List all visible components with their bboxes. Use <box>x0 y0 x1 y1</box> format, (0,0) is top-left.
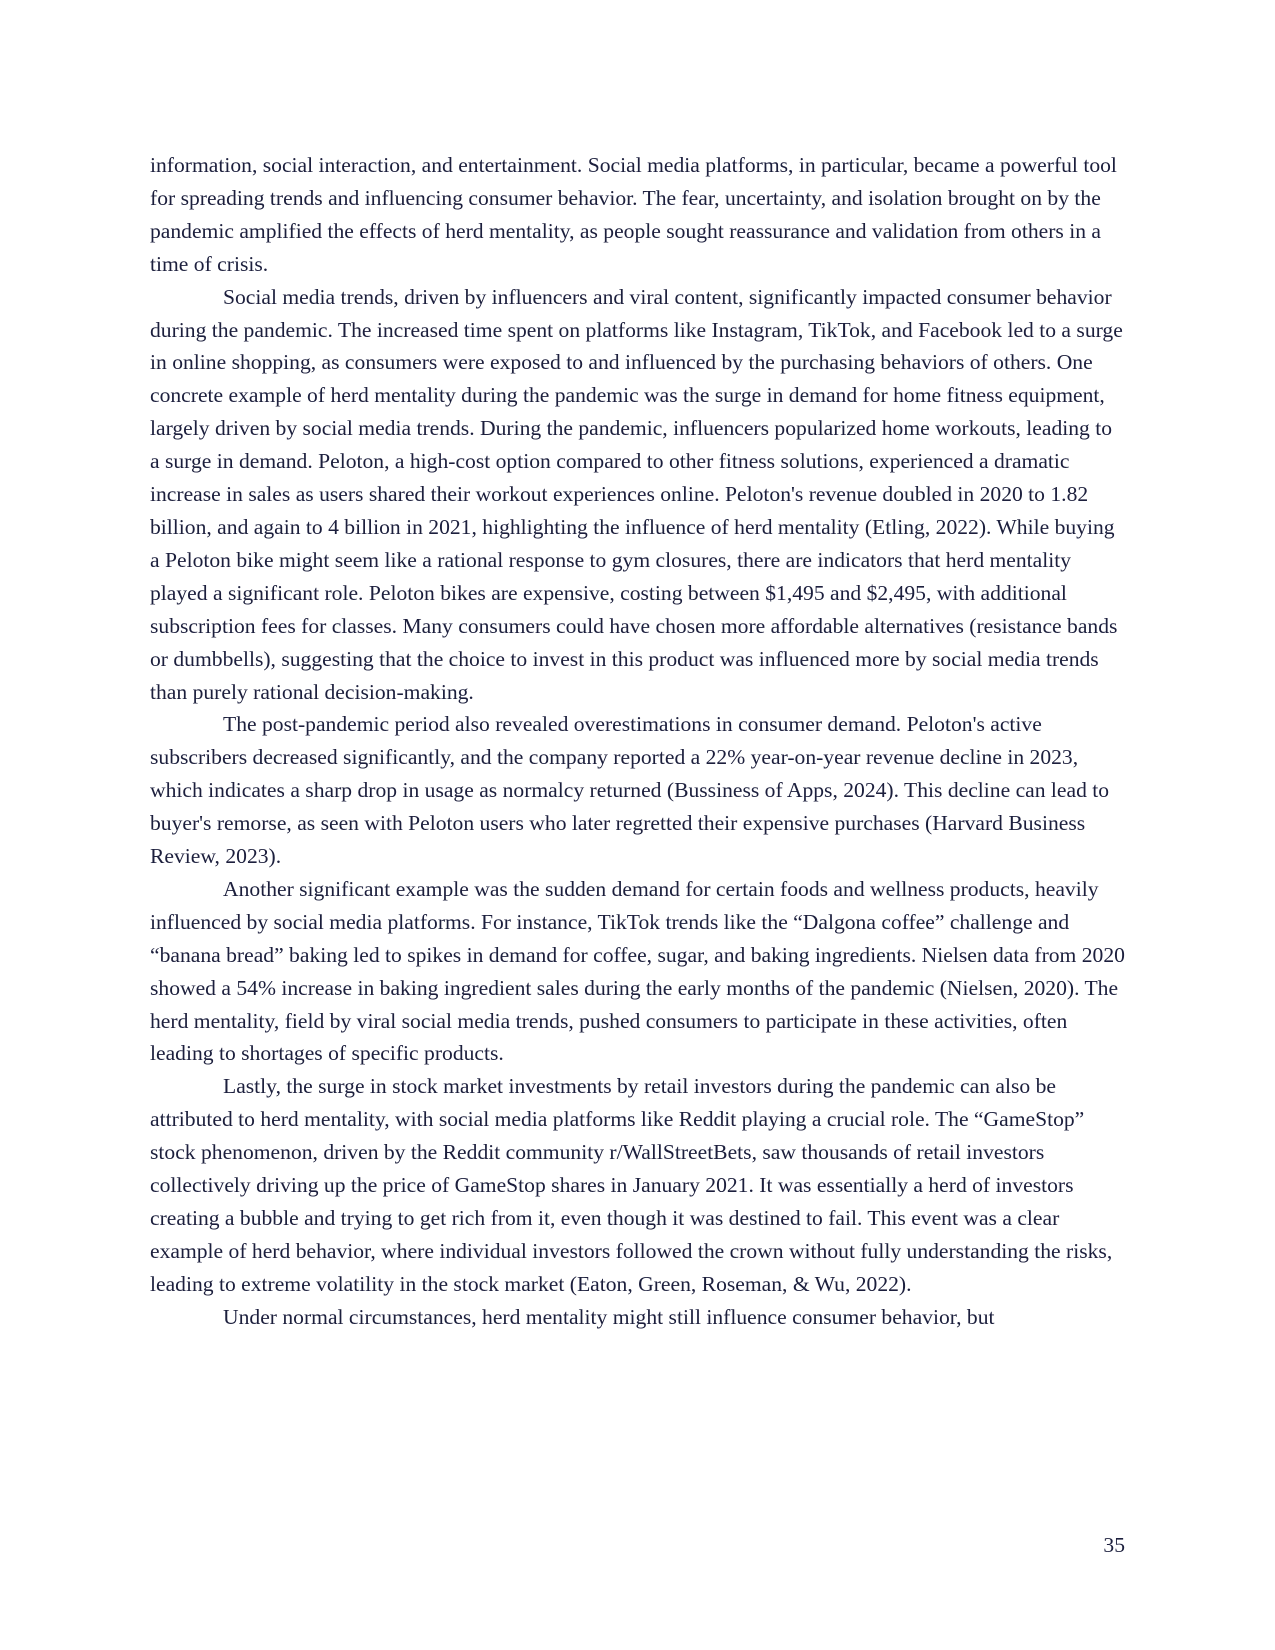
paragraph-post-pandemic: The post-pandemic period also revealed overestimations in consumer demand. Peloton's active subscribers decreased significantly, and the company reported a 22% year-on-year revenue decline in 2023, which indicates a sharp drop in usage as normalcy returned (Bussiness of Apps, 2024). This decline can lead to buyer's remorse, as seen with Peloton users who later regretted their expensive purchases (Harvard Business Review, 2023). <box>150 712 1110 869</box>
paragraph-social-media-trends: Social media trends, driven by influencers and viral content, significantly impacted consumer behavior during the pandemic. The increased time spent on platforms like Instagram, TikTok, and Facebook led to a surge in online shopping, as consumers were exposed to and influenced by the purchasing behaviors of others. One concrete example of herd mentality during the pandemic was the surge in demand for home fitness equipment, largely driven by social media trends. During the pandemic, influencers popularized home workouts, leading to a surge in demand. Peloton, a high-cost option compared to other fitness solutions, experienced a dramatic increase in sales as users shared their workout experiences online. Peloton's revenue doubled in 2020 to 1.82 billion, and again to 4 billion in 2021, highlighting the influence of herd mentality (Etling, 2022). While buying a Peloton bike might seem like a rational response to gym closures, there are indicators that herd mentality played a significant role. Peloton bikes are expensive, costing between $1,495 and $2,495, with additional subscription fees for classes. Many consumers could have chosen more affordable alternatives (resistance bands or dumbbells), suggesting that the choice to invest in this product was influenced more by social media trends than purely rational decision-making. <box>150 284 1123 704</box>
paragraph-normal-circumstances: Under normal circumstances, herd mentality might still influence consumer behavior, but <box>223 1304 995 1329</box>
paragraph-food-wellness: Another significant example was the sudden demand for certain foods and wellness products, heavily influenced by social media platforms. For instance, TikTok trends like the “Dalgona coffee” challenge and “banana bread” baking led to spikes in demand for coffee, sugar, and baking ingredients. Nielsen data from 2020 showed a 54% increase in baking ingredient sales during the early months of the pandemic (Nielsen, 2020). The herd mentality, field by viral social media trends, pushed consumers to participate in these activities, often leading to shortages of specific products. <box>150 876 1125 1066</box>
paragraph-continued: information, social interaction, and entertainment. Social media platforms, in particular, became a powerful tool for spreading trends and influencing consumer behavior. The fear, uncertainty, and isolation brought on by the pandemic amplified the effects of herd mentality, as people sought reassurance and validation from others in a time of crisis. <box>150 153 1117 276</box>
body-text <box>150 149 1125 1334</box>
paragraph-stock-market: Lastly, the surge in stock market investments by retail investors during the pandemic can also be attributed to herd mentality, with social media platforms like Reddit playing a crucial role. The “GameStop” stock phenomenon, driven by the Reddit community r/WallStreetBets, saw thousands of retail investors collectively driving up the price of GameStop shares in January 2021. It was essentially a herd of investors creating a bubble and trying to get rich from it, even though it was destined to fail. This event was a clear example of herd behavior, where individual investors followed the crown without fully understanding the risks, leading to extreme volatility in the stock market (Eaton, Green, Roseman, & Wu, 2022). <box>150 1074 1113 1296</box>
page-number: 35 <box>1103 1533 1125 1557</box>
